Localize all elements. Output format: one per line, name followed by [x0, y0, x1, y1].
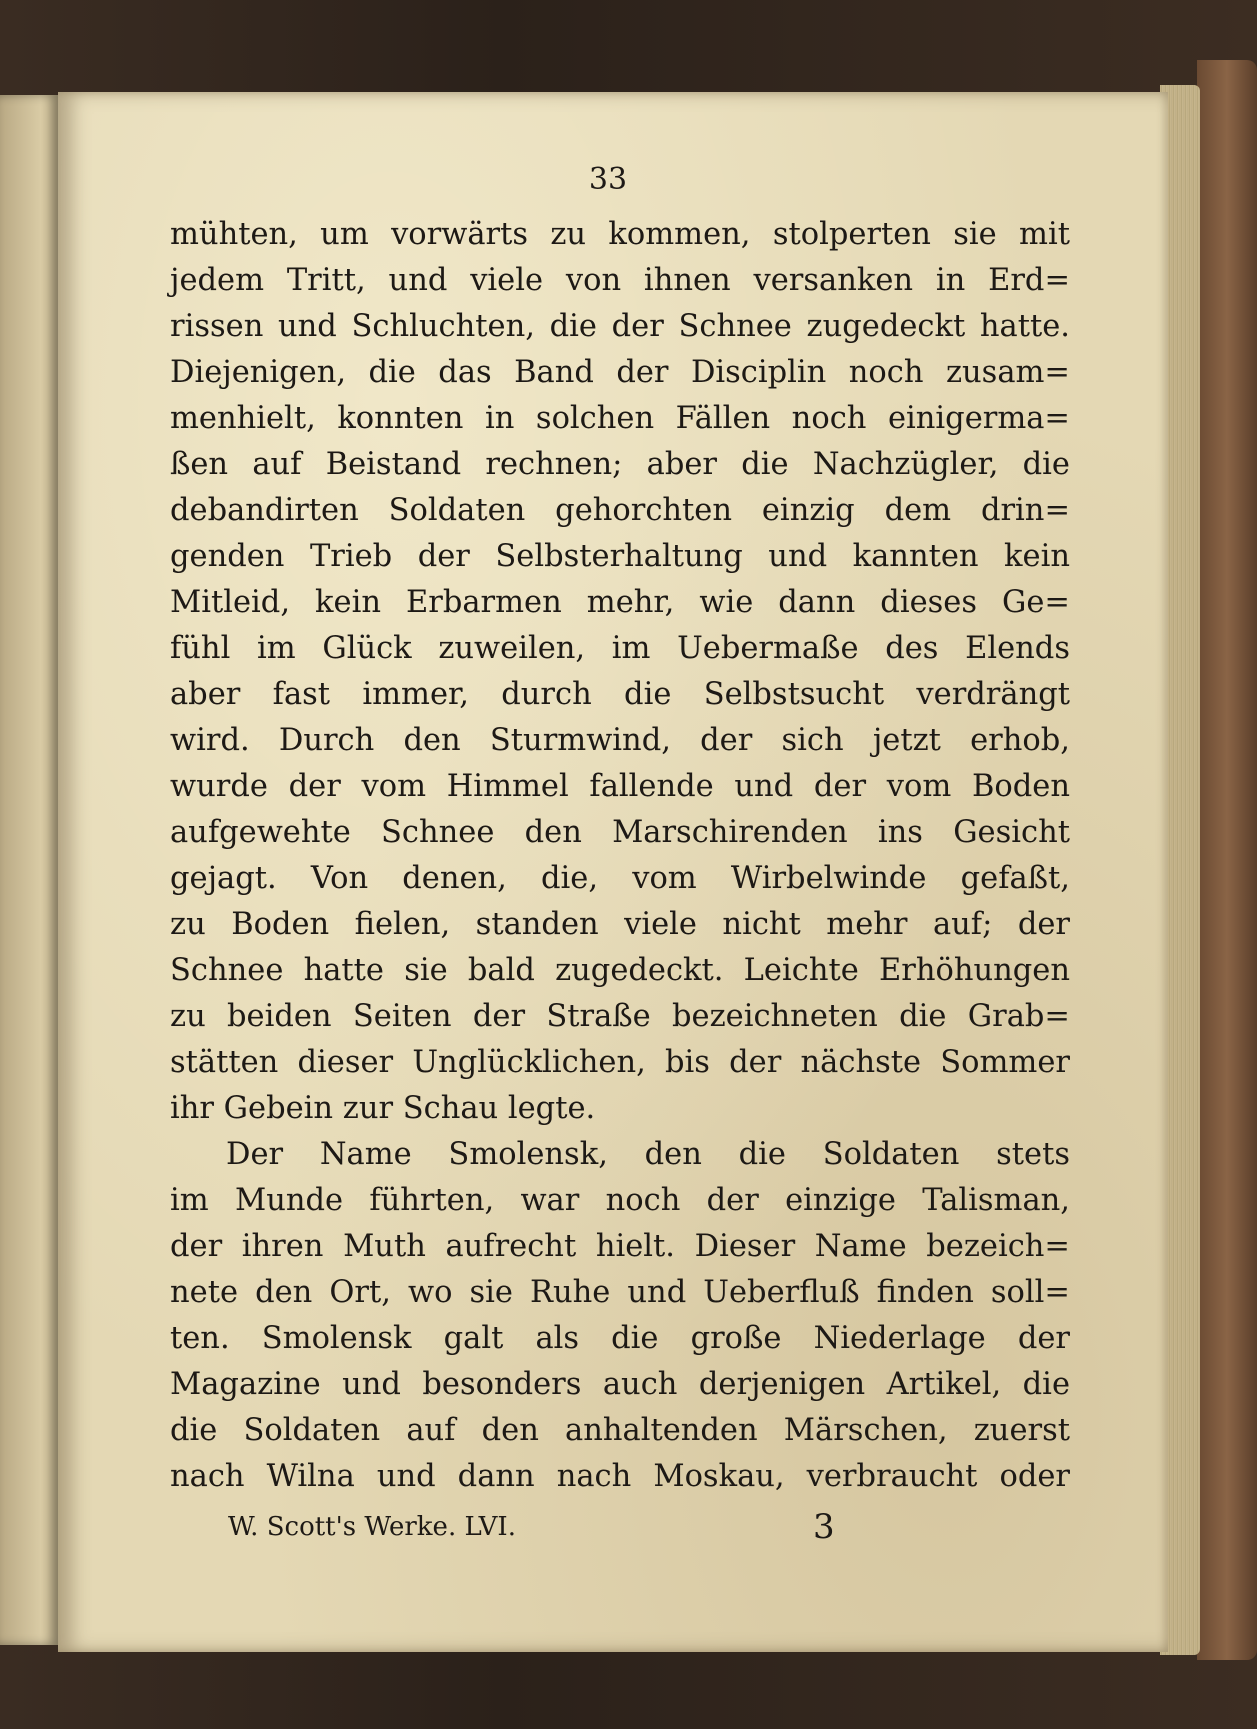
text-line: zu Boden fielen, standen viele nicht mehr auf; der [170, 907, 1070, 942]
text-line: Magazine und besonders auch derjenigen Artikel, die [170, 1367, 1070, 1402]
text-line: nete den Ort, wo sie Ruhe und Ueberfluß finden soll= [170, 1275, 1070, 1310]
text-line: aufgewehte Schnee den Marschirenden ins Gesicht [170, 815, 1070, 850]
signature-mark: 3 [813, 1507, 835, 1547]
text-line: im Munde führten, war noch der einzige Talisman, [170, 1183, 1070, 1218]
text-line: mühten, um vorwärts zu kommen, stolperten sie mit [170, 217, 1070, 252]
page-footer [228, 1502, 1028, 1552]
text-line: aber fast immer, durch die Selbstsucht verdrängt [170, 677, 1070, 712]
facing-page-edge [0, 95, 58, 1645]
footer-title: W. Scott's Werke. LVI. [228, 1512, 516, 1542]
text-line: ten. Smolensk galt als die große Niederlage der [170, 1321, 1070, 1356]
text-line: die Soldaten auf den anhaltenden Märschen, zuerst [170, 1413, 1070, 1448]
text-line: zu beiden Seiten der Straße bezeichneten die Grab= [170, 999, 1070, 1034]
book-spine-edge [1197, 60, 1257, 1660]
text-line: wurde der vom Himmel fallende und der vom Boden [170, 769, 1070, 804]
text-line: nach Wilna und dann nach Moskau, verbraucht oder [170, 1459, 1070, 1494]
text-line: ßen auf Beistand rechnen; aber die Nachzügler, die [170, 447, 1070, 482]
text-line: Diejenigen, die das Band der Disciplin noch zusam= [170, 355, 1070, 390]
text-line: Schnee hatte sie bald zugedeckt. Leichte Erhöhungen [170, 953, 1070, 988]
body-text [170, 212, 1070, 1500]
text-line: stätten dieser Unglücklichen, bis der nächste Sommer [170, 1045, 1070, 1080]
page-number: 33 [588, 162, 628, 197]
text-line: wird. Durch den Sturmwind, der sich jetzt erhob, [170, 723, 1070, 758]
text-line: menhielt, konnten in solchen Fällen noch einigerma= [170, 401, 1070, 436]
text-line: genden Trieb der Selbsterhaltung und kannten kein [170, 539, 1070, 574]
text-line: Mitleid, kein Erbarmen mehr, wie dann dieses Ge= [170, 585, 1070, 620]
text-line: jedem Tritt, und viele von ihnen versanken in Erd= [170, 263, 1070, 298]
text-line: rissen und Schluchten, die der Schnee zugedeckt hatte. [170, 309, 1070, 344]
book-page [58, 92, 1168, 1652]
text-line: Der Name Smolensk, den die Soldaten stets [226, 1137, 1070, 1172]
text-line: der ihren Muth aufrecht hielt. Dieser Name bezeich= [170, 1229, 1070, 1264]
text-line: fühl im Glück zuweilen, im Uebermaße des Elends [170, 631, 1070, 666]
text-line: ihr Gebein zur Schau legte. [170, 1091, 596, 1126]
text-line: debandirten Soldaten gehorchten einzig dem drin= [170, 493, 1070, 528]
text-line: gejagt. Von denen, die, vom Wirbelwinde gefaßt, [170, 861, 1070, 896]
